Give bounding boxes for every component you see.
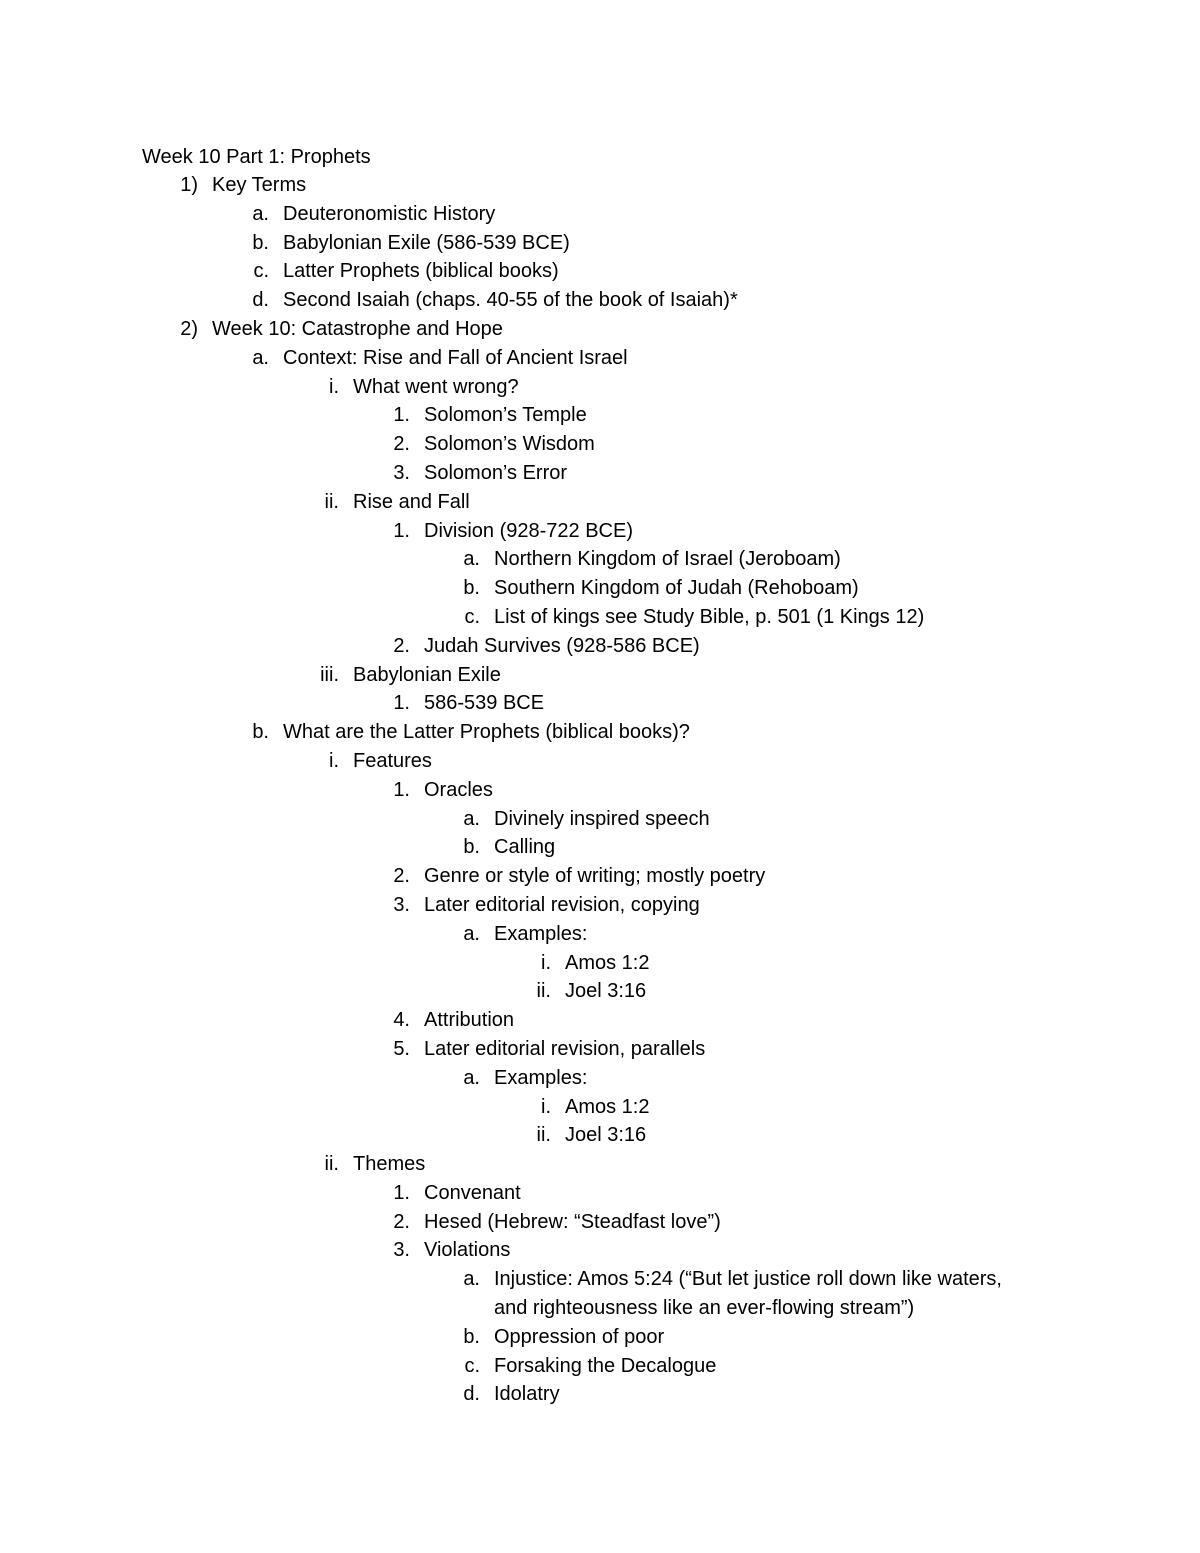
- outline-marker: 2.: [393, 433, 410, 456]
- outline-item: [0, 488, 1200, 517]
- outline-text: Forsaking the Decalogue: [494, 1354, 717, 1377]
- outline-item: [0, 229, 1200, 258]
- outline-item: [0, 891, 1200, 920]
- outline-text: Genre or style of writing; mostly poetry: [424, 865, 766, 888]
- outline-text: Convenant: [424, 1181, 521, 1204]
- outline-item: [0, 661, 1200, 690]
- outline-text: Examples:: [494, 1066, 588, 1089]
- outline-text: 586-539 BCE: [424, 692, 545, 715]
- outline-marker: i.: [541, 1095, 551, 1118]
- outline-item: [0, 1035, 1200, 1064]
- outline-text: Solomon’s Wisdom: [424, 433, 595, 456]
- outline-marker: ii.: [324, 490, 339, 513]
- outline-item: [0, 689, 1200, 718]
- outline-item: [0, 1236, 1200, 1265]
- outline-text: Joel 3:16: [565, 980, 647, 1003]
- outline-item: [0, 344, 1200, 373]
- outline-item: [0, 315, 1200, 344]
- outline-text: Calling: [494, 836, 556, 859]
- outline-text: List of kings see Study Bible, p. 501 (1 Kings 12): [494, 605, 925, 628]
- outline-item: [0, 200, 1200, 229]
- outline-item: [0, 1265, 1200, 1294]
- outline-item: [0, 286, 1200, 315]
- outline-item: [0, 862, 1200, 891]
- outline-text: Divinely inspired speech: [494, 807, 710, 830]
- outline-marker: ii.: [536, 1124, 551, 1147]
- outline-marker: a.: [252, 346, 269, 369]
- outline-item: [0, 603, 1200, 632]
- outline-text: Babylonian Exile: [353, 663, 501, 686]
- outline-marker: a.: [463, 1268, 480, 1291]
- outline-text: Injustice: Amos 5:24 (“But let justice roll down like waters,: [494, 1268, 1002, 1291]
- outline-item: [0, 977, 1200, 1006]
- outline-item: [0, 1064, 1200, 1093]
- outline-marker: ii.: [536, 980, 551, 1003]
- outline-item: [0, 257, 1200, 286]
- outline-text: Later editorial revision, copying: [424, 893, 700, 916]
- outline-text: Division (928-722 BCE): [424, 519, 633, 542]
- outline-marker: 1.: [393, 519, 410, 542]
- outline-marker: 4.: [393, 1009, 410, 1032]
- outline-marker: 1): [180, 174, 198, 196]
- outline-item: [0, 805, 1200, 834]
- outline-marker: 1.: [393, 1181, 410, 1204]
- outline-item: [0, 1006, 1200, 1035]
- outline-marker: a.: [463, 922, 480, 945]
- outline-item: [0, 1208, 1200, 1237]
- outline-item: [0, 545, 1200, 574]
- outline-text: What are the Latter Prophets (biblical books)?: [283, 721, 690, 744]
- outline-marker: 2.: [393, 634, 410, 657]
- outline-item: [0, 1150, 1200, 1179]
- outline-marker: i.: [541, 951, 551, 974]
- outline-item: [0, 949, 1200, 978]
- outline-marker: 2.: [393, 1210, 410, 1233]
- outline-marker: ii.: [324, 1153, 339, 1176]
- outline-text: Judah Survives (928-586 BCE): [424, 634, 700, 657]
- outline-item: [0, 1093, 1200, 1122]
- outline-text: Second Isaiah (chaps. 40-55 of the book of Isaiah)*: [283, 289, 738, 312]
- outline-text: Themes: [353, 1153, 426, 1176]
- outline-text: Amos 1:2: [565, 1095, 650, 1118]
- outline-marker: a.: [463, 548, 480, 571]
- outline-marker: 3.: [393, 1239, 410, 1262]
- outline-marker: a.: [463, 807, 480, 830]
- outline-item: [0, 517, 1200, 546]
- outline-item: [0, 401, 1200, 430]
- outline-item: [0, 1294, 1200, 1323]
- outline-item: [0, 747, 1200, 776]
- outline-marker: b.: [463, 577, 480, 600]
- outline-marker: i.: [329, 375, 339, 398]
- outline-text: Examples:: [494, 922, 588, 945]
- outline-text: Hesed (Hebrew: “Steadfast love”): [424, 1210, 721, 1233]
- outline-item: [0, 1121, 1200, 1150]
- outline-item: [0, 574, 1200, 603]
- outline-text: Rise and Fall: [353, 490, 470, 513]
- outline-text: Context: Rise and Fall of Ancient Israel: [283, 346, 628, 369]
- outline-marker: 2.: [393, 865, 410, 888]
- outline-item: [0, 373, 1200, 402]
- outline-text: Key Terms: [212, 174, 307, 196]
- outline-marker: a.: [252, 202, 269, 225]
- outline-text: Babylonian Exile (586-539 BCE): [283, 231, 570, 254]
- outline-item: [0, 459, 1200, 488]
- outline-item: [0, 920, 1200, 949]
- outline-item: [0, 718, 1200, 747]
- outline-item: [0, 1323, 1200, 1352]
- outline-item: [0, 1352, 1200, 1381]
- outline-text: Week 10: Catastrophe and Hope: [212, 317, 503, 340]
- outline-marker: 1.: [393, 778, 410, 801]
- outline-marker: 1.: [393, 692, 410, 715]
- outline-list: [0, 171, 1200, 1409]
- outline-marker: 2): [180, 317, 198, 340]
- outline-text: Solomon’s Temple: [424, 404, 587, 427]
- outline-text: Joel 3:16: [565, 1124, 647, 1147]
- outline-text: What went wrong?: [353, 375, 519, 398]
- outline-text: and righteousness like an ever-flowing stream”): [494, 1297, 915, 1320]
- outline-text: Amos 1:2: [565, 951, 650, 974]
- outline-marker: a.: [463, 1066, 480, 1089]
- outline-text: Violations: [424, 1239, 511, 1262]
- outline-item: [0, 776, 1200, 805]
- outline-text: Oracles: [424, 778, 493, 801]
- outline-marker: b.: [252, 231, 269, 254]
- outline-text: Features: [353, 749, 432, 772]
- outline-text: Idolatry: [494, 1383, 560, 1406]
- outline-text: Solomon’s Error: [424, 461, 568, 484]
- outline-text: Northern Kingdom of Israel (Jeroboam): [494, 548, 841, 571]
- outline-item: [0, 1179, 1200, 1208]
- outline-text: Latter Prophets (biblical books): [283, 260, 559, 283]
- outline-marker: b.: [252, 721, 269, 744]
- outline-item: [0, 430, 1200, 459]
- outline-text: Southern Kingdom of Judah (Rehoboam): [494, 577, 859, 600]
- outline-item: [0, 1380, 1200, 1409]
- outline-marker: c.: [464, 605, 480, 628]
- outline-item: [0, 171, 1200, 200]
- outline-marker: 3.: [393, 893, 410, 916]
- document-title: Week 10 Part 1: Prophets: [142, 146, 371, 168]
- outline-marker: d.: [463, 1383, 480, 1406]
- outline-marker: 5.: [393, 1037, 410, 1060]
- outline-text: Oppression of poor: [494, 1325, 665, 1348]
- outline-text: Attribution: [424, 1009, 515, 1032]
- outline-marker: iii.: [320, 663, 339, 686]
- outline-marker: c.: [464, 1354, 480, 1377]
- outline-marker: d.: [252, 289, 269, 312]
- outline-text: Later editorial revision, parallels: [424, 1037, 706, 1060]
- outline-marker: i.: [329, 749, 339, 772]
- outline-item: [0, 833, 1200, 862]
- outline-marker: b.: [463, 836, 480, 859]
- outline-item: [0, 632, 1200, 661]
- outline-text: Deuteronomistic History: [283, 202, 496, 225]
- outline-marker: 1.: [393, 404, 410, 427]
- outline-marker: c.: [253, 260, 269, 283]
- outline-marker: 3.: [393, 461, 410, 484]
- outline-marker: b.: [463, 1325, 480, 1348]
